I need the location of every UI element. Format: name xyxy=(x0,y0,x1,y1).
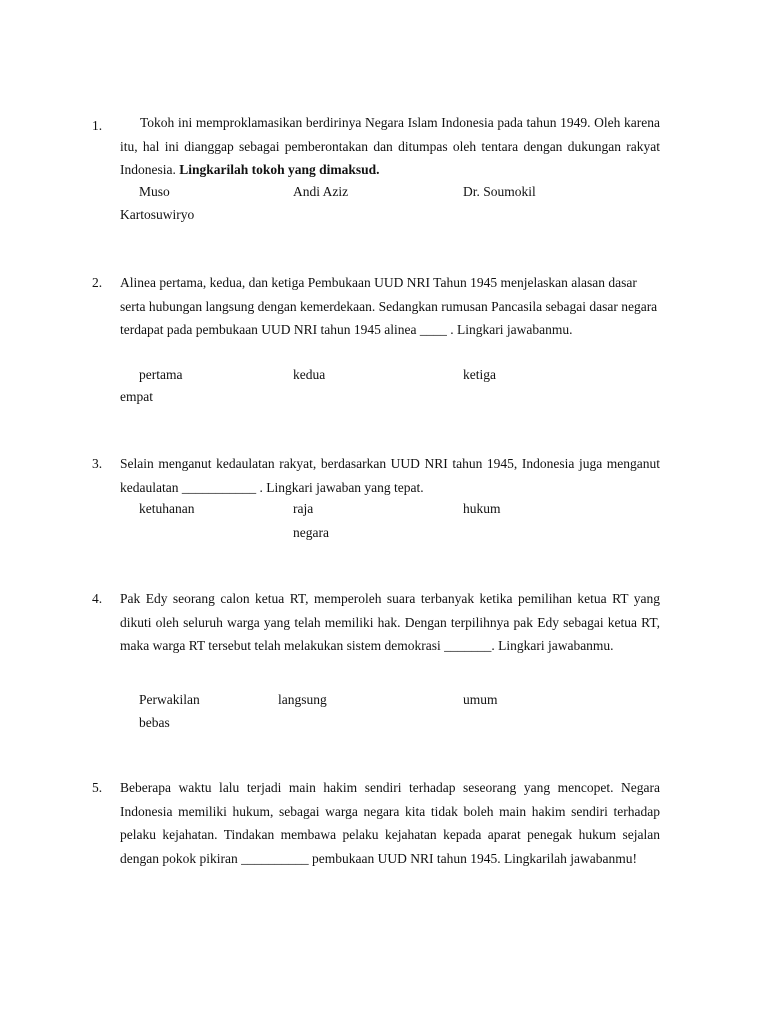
answer-option[interactable]: ketiga xyxy=(463,367,496,382)
question-text: Pak Edy seorang calon ketua RT, memperoleh suara terbanyak ketika pemilihan ketua RT yang dikuti oleh seluruh warga yang telah memiliki hak. Dengan terpilihnya pak Edy sebagai ketua RT, maka warga RT tersebut telah melakukan sistem demokrasi _______. Lingkari jawabanmu. xyxy=(120,591,660,653)
answer-option[interactable]: kedua xyxy=(293,367,326,382)
answer-option[interactable]: langsung xyxy=(278,692,327,707)
question-text: Selain menganut kedaulatan rakyat, berdasarkan UUD NRI tahun 1945, Indonesia juga menganut kedaulatan ___________ . Lingkari jawaban yang tepat. xyxy=(120,456,660,495)
answer-option[interactable]: bebas xyxy=(139,715,170,730)
question-text: Beberapa waktu lalu terjadi main hakim sendiri terhadap seseorang yang mencopet. Negara Indonesia memiliki hukum, sebagai warga negara kita tidak boleh main hakim sendiri terhadap pelaku kejahatan. Tindakan membawa pelaku kejahatan kepada aparat penegak hukum sejalan dengan pokok pikiran __________ pembukaan UUD NRI tahun 1945. Lingkarilah jawabanmu! xyxy=(120,780,660,866)
question-number: 5. xyxy=(92,780,103,795)
answer-option[interactable]: Muso xyxy=(139,184,170,199)
question-number: 2. xyxy=(92,275,103,290)
answer-option[interactable]: Dr. Soumokil xyxy=(463,184,536,199)
answer-option[interactable]: raja xyxy=(293,501,314,516)
answer-option[interactable]: negara xyxy=(293,525,329,540)
question-number: 1. xyxy=(92,118,103,133)
question-number: 4. xyxy=(92,591,103,606)
question-text: Tokoh ini memproklamasikan berdirinya Negara Islam Indonesia pada tahun 1949. Oleh karena itu, hal ini dianggap sebagai pemberontakan dan ditumpas oleh tentara dengan dukungan rakyat Indonesia. Lingkarilah tokoh yang dimaksud. xyxy=(120,115,660,177)
answer-option[interactable]: umum xyxy=(463,692,498,707)
answer-option[interactable]: hukum xyxy=(463,501,501,516)
question-text: Alinea pertama, kedua, dan ketiga Pembukaan UUD NRI Tahun 1945 menjelaskan alasan dasar serta hubungan langsung dengan kemerdekaan. Sedangkan rumusan Pancasila sebagai dasar negara terdapat pada pembukaan UUD NRI tahun 1945 alinea ____ . Lingkari jawabanmu. xyxy=(120,275,658,337)
answer-option[interactable]: ketuhanan xyxy=(139,501,195,516)
answer-option[interactable]: pertama xyxy=(139,367,183,382)
answer-option[interactable]: Perwakilan xyxy=(139,692,200,707)
answer-option[interactable]: Kartosuwiryo xyxy=(120,207,195,222)
answer-option[interactable]: empat xyxy=(120,389,153,404)
answer-option[interactable]: Andi Aziz xyxy=(293,184,349,199)
question-instruction: Lingkarilah tokoh yang dimaksud. xyxy=(179,162,380,177)
question-number: 3. xyxy=(92,456,103,471)
